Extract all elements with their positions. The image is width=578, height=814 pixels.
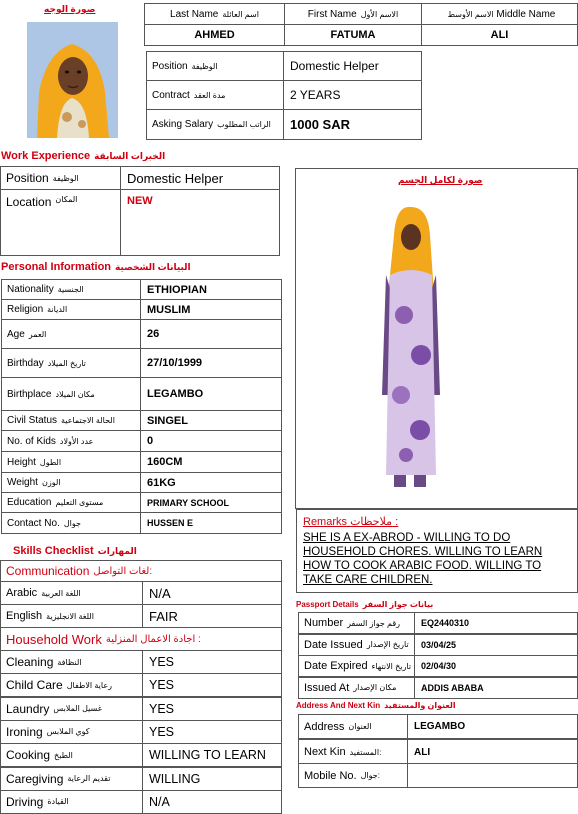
household-value: WILLING (142, 767, 282, 791)
remarks-title: Remarks ملاحظات : (303, 516, 399, 528)
remarks-line: SHE IS A EX-ABROD - WILLING TO DO (303, 532, 511, 544)
personal-value: 27/10/1999 (140, 348, 282, 378)
work-location-value: NEW (120, 189, 280, 256)
personal-label: Birthplace مكان الميلاد (1, 377, 141, 411)
communication-title: Communication لغات التواصل: (0, 560, 282, 582)
work-location-label: Location المكان (0, 189, 121, 256)
contract-value: 2 YEARS (283, 80, 422, 110)
language-value: FAIR (142, 604, 282, 628)
last-name-value: AHMED (144, 24, 285, 46)
personal-label: Nationality الجنسية (1, 279, 141, 300)
remarks-text (303, 531, 571, 587)
passport-value: EQ2440310 (414, 612, 578, 634)
personal-label: Contact No. جوال (1, 512, 141, 534)
personal-label: No. of Kids عدد الأولاد (1, 430, 141, 452)
position-value: Domestic Helper (283, 51, 422, 81)
personal-label: Civil Status الحالة الاجتماعية (1, 410, 141, 431)
address-label: Address العنوان (298, 714, 408, 739)
face-photo-title: صورة الوجه (44, 4, 96, 14)
household-title: Household Work اجادة الاعمال المنزلية : (0, 627, 282, 651)
remarks-line: HOW TO COOK ARABIC FOOD. WILLING TO (303, 560, 542, 572)
address-title: Address And Next Kin العنوان والمستفيد (296, 701, 456, 710)
household-label: Caregiving تقديم الرعاية (0, 767, 143, 791)
personal-label: Weight الوزن (1, 472, 141, 493)
household-value: N/A (142, 790, 282, 814)
passport-label: Date Issued تاريخ الإصدار (298, 634, 415, 656)
personal-value: LEGAMBO (140, 377, 282, 411)
passport-value: 03/04/25 (414, 634, 578, 656)
household-value: YES (142, 697, 282, 721)
personal-info-title: Personal Information البيانات الشخصية (1, 261, 191, 273)
contract-label: Contract مدة العقد (146, 80, 284, 110)
middle-name-value: ALI (421, 24, 578, 46)
personal-value: HUSSEN E (140, 512, 282, 534)
personal-value: SINGEL (140, 410, 282, 431)
passport-label: Date Expired تاريخ الانتهاء (298, 655, 415, 677)
personal-value: ETHIOPIAN (140, 279, 282, 300)
personal-value: MUSLIM (140, 299, 282, 320)
household-value: YES (142, 673, 282, 697)
passport-title: Passport Details بيانات جواز السفر (296, 600, 434, 609)
position-label: Position الوظيفة (146, 51, 284, 81)
remarks-box (296, 509, 578, 593)
personal-value: 0 (140, 430, 282, 452)
salary-value: 1000 SAR (283, 109, 422, 140)
personal-value: 61KG (140, 472, 282, 493)
work-position-label: Position الوظيفة (0, 166, 121, 190)
address-value: ALI (407, 739, 578, 766)
address-value: LEGAMBO (407, 714, 578, 739)
household-label: Cleaning النظافة (0, 650, 143, 674)
household-value: YES (142, 650, 282, 674)
personal-label: Age العمر (1, 319, 141, 349)
full-photo-title: صورة لكامل الجسم (398, 175, 483, 185)
work-position-value: Domestic Helper (120, 166, 280, 190)
personal-value: PRIMARY SCHOOL (140, 492, 282, 513)
personal-label: Height الطول (1, 451, 141, 473)
remarks-line: TAKE CARE CHILDREN. (303, 574, 433, 586)
language-label: Arabic اللغة العربية (0, 581, 143, 605)
personal-value: 160CM (140, 451, 282, 473)
household-label: Laundry غسيل الملابس (0, 697, 143, 721)
salary-label: Asking Salary الراتب المطلوب (146, 109, 284, 140)
passport-label: Number رقم جواز السفر (298, 612, 415, 634)
middle-name-label: الاسم الأوسط Middle Name (421, 3, 578, 25)
work-experience-title: Work Experience الخبرات السابقة (1, 150, 166, 162)
skills-title: Skills Checklist المهارات (13, 545, 137, 557)
household-label: Driving القيادة (0, 790, 143, 814)
full-body-photo (376, 205, 446, 495)
address-label: Next Kin المستفيد: (298, 739, 408, 766)
passport-value: 02/04/30 (414, 655, 578, 677)
address-value (407, 763, 578, 788)
personal-label: Birthday تاريخ الميلاد (1, 348, 141, 378)
personal-value: 26 (140, 319, 282, 349)
remarks-line: HOUSEHOLD CHORES. WILLING TO LEARN (303, 546, 543, 558)
household-label: Child Care رعاية الاطفال (0, 673, 143, 697)
address-label: Mobile No. جوال: (298, 763, 408, 788)
personal-label: Education مستوى التعليم (1, 492, 141, 513)
personal-label: Religion الديانة (1, 299, 141, 320)
first-name-value: FATUMA (284, 24, 422, 46)
last-name-label: Last Name اسم العائلة (144, 3, 285, 25)
household-label: Ironing كوي الملابس (0, 720, 143, 744)
language-value: N/A (142, 581, 282, 605)
face-photo (27, 22, 118, 138)
language-label: English اللغة الانجليزية (0, 604, 143, 628)
passport-label: Issued At مكان الإصدار (298, 677, 415, 699)
household-value: YES (142, 720, 282, 744)
household-label: Cooking الطبخ (0, 743, 143, 767)
first-name-label: First Name الاسم الأول (284, 3, 422, 25)
passport-value: ADDIS ABABA (414, 677, 578, 699)
household-value: WILLING TO LEARN (142, 743, 282, 767)
